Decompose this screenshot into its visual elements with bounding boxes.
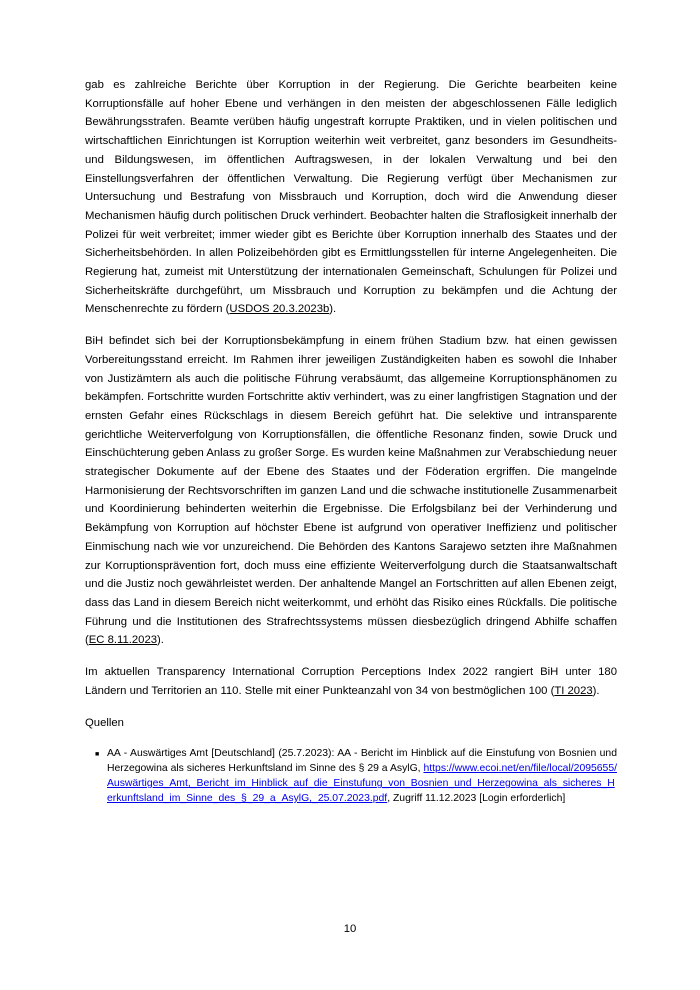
source-suffix: , Zugriff 11.12.2023 [Login erforderlich] (387, 793, 566, 805)
paragraph-tail: ). (157, 634, 164, 647)
page-content (85, 76, 617, 806)
source-url-link[interactable]: https://www.ecoi.net/en/file/local/2095655/Auswärtiges_Amt,_Bericht_im_Hinblick_auf_die_Einstufung_von_Bosnien_und_Herzegowina_als_sicheres_Herkunftsland_im_Sinne_des_§_29_a_AsylG,_25.07.2023.pdf (107, 763, 617, 805)
citation-link-ti[interactable]: TI 2023 (554, 684, 593, 697)
source-entry-text (107, 746, 617, 806)
paragraph-tail: ). (592, 684, 600, 697)
citation-link-usdos[interactable]: USDOS 20.3.2023b (229, 303, 330, 316)
paragraph-cpi-index (85, 663, 617, 700)
paragraph-anticorruption-status (85, 332, 617, 650)
paragraph-corruption-government (85, 76, 617, 319)
citation-link-ec[interactable]: EC 8.11.2023 (88, 634, 158, 647)
paragraph-text: Im aktuellen Transparency International Corruption Perceptions Index 2022 rangiert BiH unter 180 Ländern und Territorien an 110. Stelle mit einer Punkteanzahl von 34 von bestmöglichen 100 ( (85, 666, 617, 697)
paragraph-text: gab es zahlreiche Berichte über Korruption in der Regierung. Die Gerichte bearbeiten keine Korruptionsfälle auf hoher Ebene und verhängen in den meisten der abgeschlossenen Fälle lediglich Bewährungsstrafen. Beamte verüben häufig ungestraft korrupte Praktiken, und in vielen politischen und wirtschaftlichen Einrichtungen ist Korruption weiterhin weit verbreitet, ganz besonders im Gesundheits- und Bildungswesen, im öffentlichen Auftragswesen, in der lokalen Verwaltung und bei den Einstellungsverfahren der öffentlichen Verwaltung. Die Regierung verfügt über Mechanismen zur Untersuchung und Bestrafung von Missbrauch und Korruption, doch wird die Anwendung dieser Mechanismen häufig durch politischen Druck verhindert. Beobachter halten die Straflosigkeit innerhalb der Polizei für weit verbreitet; immer wieder gibt es Berichte über Korruption innerhalb des Staates und der Sicherheitsbehörden. In allen Polizeibehörden gibt es Ermittlungsstellen für interne Angelegenheiten. Die Regierung hat, zumeist mit Unterstützung der internationalen Gemeinschaft, Schulungen für Polizei und Sicherheitskräfte durchgeführt, um Missbrauch und Korruption zu bekämpfen und die Achtung der Menschenrechte zu fördern ( (85, 79, 617, 316)
paragraph-tail: ). (329, 303, 337, 316)
page-number: 10 (343, 923, 357, 935)
source-list-item (95, 746, 617, 806)
source-prefix: AA - Auswärtiges Amt [Deutschland] (25.7.2023): AA - Bericht im Hinblick auf die Einstufung von Bosnien und Herzegowina als sicheres Herkunftsland im Sinne des § 29 a AsylG, (107, 748, 617, 775)
paragraph-text: BiH befindet sich bei der Korruptionsbekämpfung in einem frühen Stadium bzw. hat einen gewissen Vorbereitungsstand erreicht. Im Rahmen ihrer jeweiligen Zuständigkeiten haben es sowohl die Inhaber von Justizämtern als auch die politische Führung verabsäumt, das allgemeine Korruptionsphänomen zu bekämpfen. Fortschritte wurden Fortschritte aktiv verhindert, was zu einer langfristigen Stagnation und der ernsten Gefahr eines Rückschlags in diesem Bereich geführt hat. Die selektive und intransparente gerichtliche Weiterverfolgung von Korruptionsfällen, die öffentliche Resonanz finden, sowie Druck und Einschüchterung geben Anlass zu großer Sorge. Es wurden keine Maßnahmen zur Verabschiedung neuer strategischer Dokumente auf der Ebene des Staates und der Föderation ergriffen. Die mangelnde Harmonisierung der Rechtsvorschriften im ganzen Land und die schwache institutionelle Zusammenarbeit und Koordinierung behinderten weiterhin die Ergebnisse. Die Erfolgsbilanz bei der Verhinderung und Bekämpfung von Korruption auf höchster Ebene ist aufgrund von operativer Ineffizienz und politischer Einmischung nach wie vor unzureichend. Die Behörden des Kantons Sarajewo setzten ihre Maßnahmen zur Korruptionsprävention fort, doch muss eine effiziente Weiterverfolgung durch die Staatsanwaltschaft und die Justiz noch gewährleistet werden. Der anhaltende Mangel an Fortschritten auf allen Ebenen zeigt, dass das Land in diesem Bereich nicht weiterkommt, und erhöht das Risiko eines Rückfalls. Die politische Führung und die Institutionen des Strafrechtssystems müssen diesbezüglich dringend Abhilfe schaffen ( (85, 335, 617, 647)
sources-heading: Quellen (85, 716, 124, 729)
bullet-square-icon: ■ (95, 751, 100, 759)
